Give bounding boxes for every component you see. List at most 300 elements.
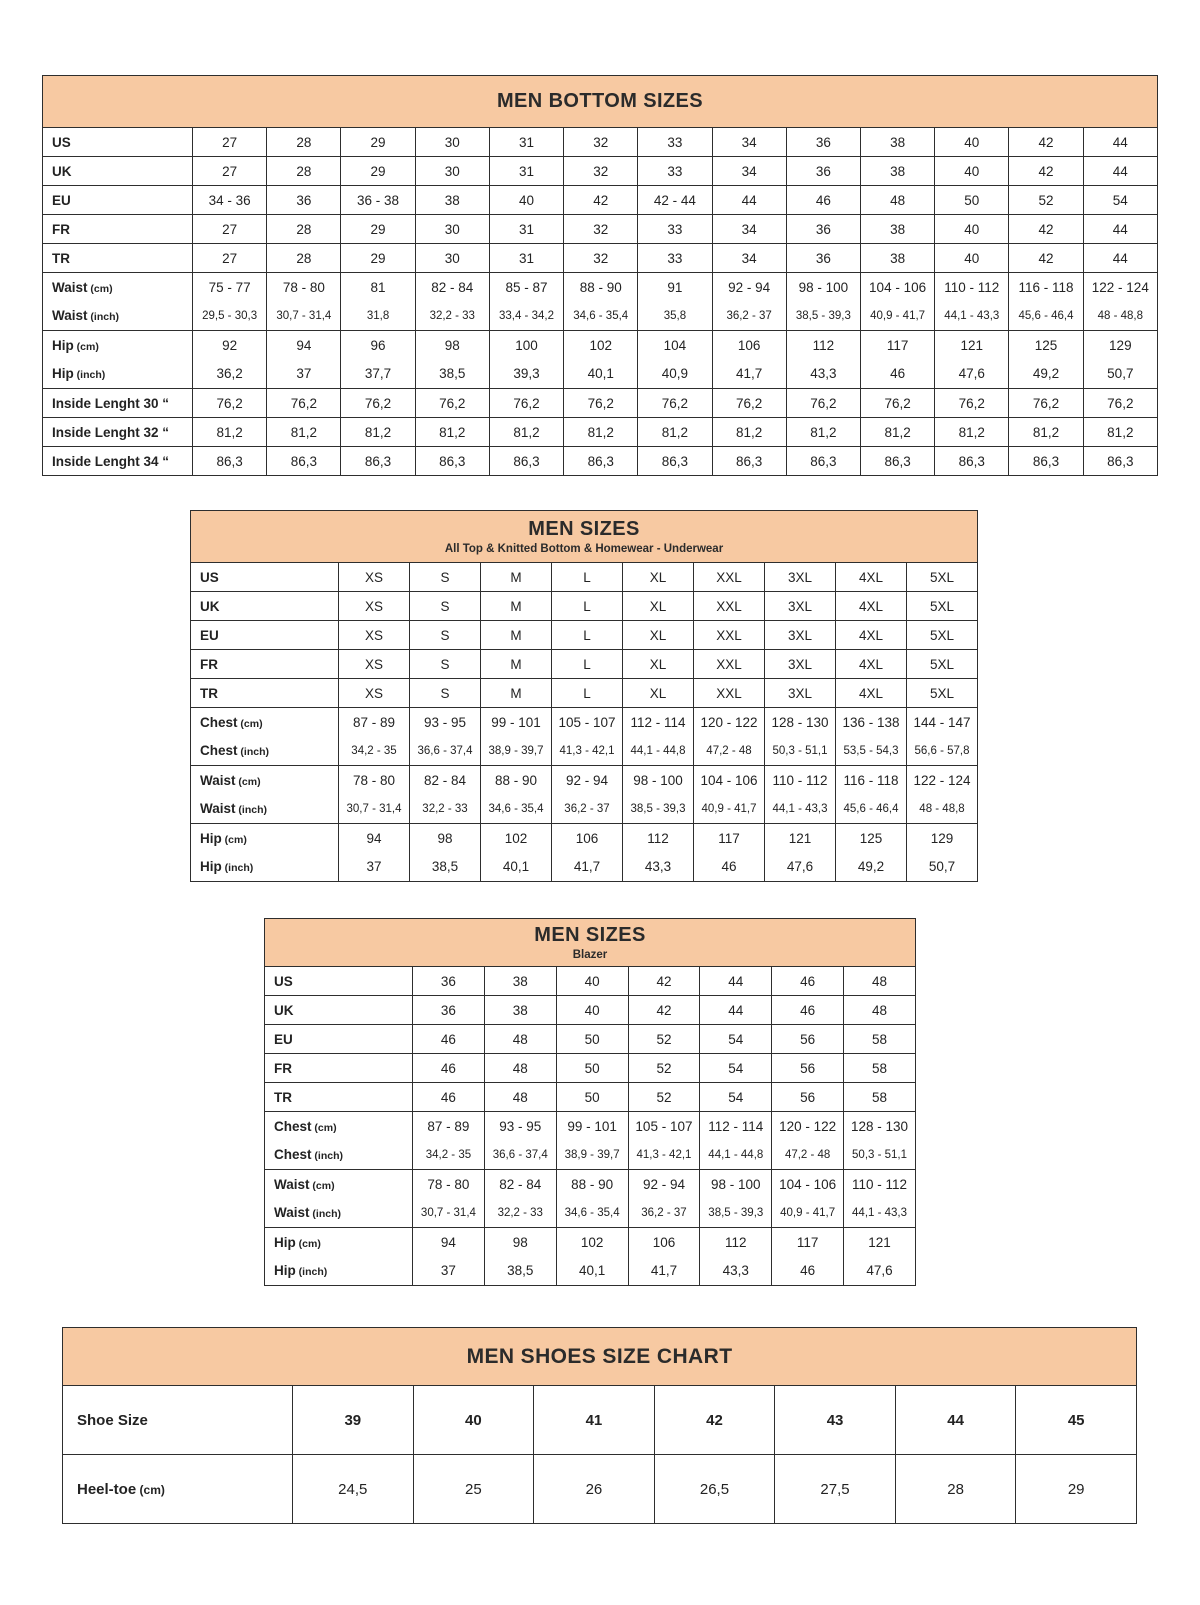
- row-label: UK: [42, 156, 192, 185]
- size-cell: 49,2: [1008, 359, 1082, 388]
- size-cell: XXL: [693, 649, 764, 678]
- size-cell: 28: [266, 127, 340, 156]
- size-cell: 121: [764, 823, 835, 852]
- row-label: US: [190, 562, 338, 591]
- size-cell: 81,2: [786, 417, 860, 446]
- size-cell: 86,3: [637, 446, 711, 475]
- size-cell: 54: [699, 1053, 771, 1082]
- size-cell: 38,5: [484, 1256, 556, 1285]
- table-row: [190, 823, 977, 852]
- size-cell: 34 - 36: [192, 185, 266, 214]
- size-cell: 48: [860, 185, 934, 214]
- table-row: [42, 214, 1157, 243]
- size-cell: 44,1 - 44,8: [622, 736, 693, 765]
- row-label: Inside Lenght 30 “: [42, 388, 192, 417]
- size-cell: M: [480, 678, 551, 707]
- size-cell: 50: [556, 1053, 628, 1082]
- size-cell: 42: [1008, 214, 1082, 243]
- size-cell: 44: [712, 185, 786, 214]
- size-cell: 91: [637, 272, 711, 301]
- size-cell: 41: [533, 1385, 654, 1454]
- table-row: [264, 966, 915, 995]
- size-cell: XS: [338, 649, 409, 678]
- size-cell: M: [480, 649, 551, 678]
- size-cell: 112 - 114: [699, 1111, 771, 1140]
- size-cell: 5XL: [906, 591, 977, 620]
- size-grid: [264, 966, 916, 1286]
- size-cell: S: [409, 591, 480, 620]
- row-label: Hip (inch): [42, 359, 192, 388]
- table-row: [190, 794, 977, 823]
- size-cell: 78 - 80: [412, 1169, 484, 1198]
- size-cell: 106: [712, 330, 786, 359]
- row-label: TR: [190, 678, 338, 707]
- table-row: [190, 852, 977, 881]
- size-cell: XS: [338, 678, 409, 707]
- size-cell: 81,2: [860, 417, 934, 446]
- size-cell: 44,1 - 44,8: [699, 1140, 771, 1169]
- size-cell: 76,2: [340, 388, 414, 417]
- size-cell: 38,5 - 39,3: [786, 301, 860, 330]
- size-cell: 5XL: [906, 562, 977, 591]
- size-cell: 98 - 100: [786, 272, 860, 301]
- size-cell: 86,3: [563, 446, 637, 475]
- size-cell: 50: [556, 1082, 628, 1111]
- size-cell: 31: [489, 156, 563, 185]
- size-cell: 36,2 - 37: [712, 301, 786, 330]
- size-cell: 128 - 130: [764, 707, 835, 736]
- men-shoes-size-table: [62, 1327, 1137, 1524]
- row-label: Hip (inch): [190, 852, 338, 881]
- size-cell: 76,2: [266, 388, 340, 417]
- table-row: [190, 678, 977, 707]
- table-row: [42, 243, 1157, 272]
- size-cell: 76,2: [1083, 388, 1157, 417]
- size-cell: 76,2: [415, 388, 489, 417]
- size-cell: 48 - 48,8: [906, 794, 977, 823]
- size-cell: 29: [340, 127, 414, 156]
- size-cell: 94: [338, 823, 409, 852]
- row-label: TR: [264, 1082, 412, 1111]
- size-cell: 32: [563, 156, 637, 185]
- size-cell: XL: [622, 591, 693, 620]
- size-cell: 33: [637, 214, 711, 243]
- size-cell: 94: [412, 1227, 484, 1256]
- size-cell: 106: [551, 823, 622, 852]
- size-cell: 35,8: [637, 301, 711, 330]
- size-cell: 81,2: [712, 417, 786, 446]
- row-label: Hip (cm): [264, 1227, 412, 1256]
- size-cell: 38: [484, 966, 556, 995]
- size-cell: 43: [774, 1385, 895, 1454]
- size-cell: 129: [1083, 330, 1157, 359]
- table-header: [62, 1327, 1137, 1385]
- size-cell: 86,3: [1008, 446, 1082, 475]
- size-cell: 56,6 - 57,8: [906, 736, 977, 765]
- size-cell: 37: [412, 1256, 484, 1285]
- size-cell: 46: [693, 852, 764, 881]
- size-cell: 25: [413, 1454, 534, 1523]
- row-label: Heel-toe (cm): [62, 1454, 292, 1523]
- size-cell: XXL: [693, 620, 764, 649]
- table-row: [42, 446, 1157, 475]
- size-cell: 3XL: [764, 591, 835, 620]
- size-cell: 47,6: [843, 1256, 915, 1285]
- size-cell: 48 - 48,8: [1083, 301, 1157, 330]
- size-cell: 40: [934, 127, 1008, 156]
- size-cell: 33,4 - 34,2: [489, 301, 563, 330]
- size-cell: XS: [338, 562, 409, 591]
- size-cell: 44,1 - 43,3: [764, 794, 835, 823]
- row-label: Inside Lenght 32 “: [42, 417, 192, 446]
- size-cell: 122 - 124: [1083, 272, 1157, 301]
- size-cell: 76,2: [934, 388, 1008, 417]
- size-cell: 105 - 107: [628, 1111, 700, 1140]
- size-cell: 30: [415, 243, 489, 272]
- size-cell: 56: [771, 1024, 843, 1053]
- size-cell: 86,3: [266, 446, 340, 475]
- size-cell: 32: [563, 214, 637, 243]
- size-cell: 120 - 122: [693, 707, 764, 736]
- size-cell: 40: [556, 966, 628, 995]
- size-cell: 27,5: [774, 1454, 895, 1523]
- table-header: [190, 510, 978, 562]
- size-cell: L: [551, 649, 622, 678]
- table-row: [264, 1082, 915, 1111]
- size-cell: 76,2: [637, 388, 711, 417]
- row-label: Waist (cm): [190, 765, 338, 794]
- size-cell: S: [409, 562, 480, 591]
- size-cell: 46: [771, 966, 843, 995]
- table-title: MEN SIZES: [528, 518, 640, 540]
- size-cell: 30,7 - 31,4: [412, 1198, 484, 1227]
- row-label: Waist (inch): [190, 794, 338, 823]
- size-cell: 105 - 107: [551, 707, 622, 736]
- size-cell: XL: [622, 649, 693, 678]
- size-cell: 40,1: [480, 852, 551, 881]
- size-cell: 102: [563, 330, 637, 359]
- size-cell: XS: [338, 591, 409, 620]
- table-title: MEN SHOES SIZE CHART: [466, 1344, 733, 1368]
- size-cell: 40,9: [637, 359, 711, 388]
- row-label: Chest (inch): [264, 1140, 412, 1169]
- size-cell: 36: [412, 995, 484, 1024]
- size-cell: 121: [843, 1227, 915, 1256]
- table-row: [264, 1053, 915, 1082]
- size-cell: 31: [489, 214, 563, 243]
- size-cell: 42: [628, 995, 700, 1024]
- table-row: [42, 156, 1157, 185]
- size-cell: 43,3: [699, 1256, 771, 1285]
- size-cell: 81: [340, 272, 414, 301]
- size-cell: 34: [712, 243, 786, 272]
- size-cell: 87 - 89: [412, 1111, 484, 1140]
- size-cell: 34,2 - 35: [338, 736, 409, 765]
- size-cell: 94: [266, 330, 340, 359]
- table-title: MEN SIZES: [534, 924, 646, 946]
- size-cell: 85 - 87: [489, 272, 563, 301]
- table-row: [190, 707, 977, 736]
- table-row: [190, 591, 977, 620]
- size-cell: 41,7: [712, 359, 786, 388]
- size-cell: 30,7 - 31,4: [266, 301, 340, 330]
- size-cell: 46: [412, 1053, 484, 1082]
- size-cell: 36,2: [192, 359, 266, 388]
- size-cell: 104 - 106: [693, 765, 764, 794]
- size-cell: 45: [1015, 1385, 1136, 1454]
- size-cell: 40,9 - 41,7: [860, 301, 934, 330]
- size-cell: 120 - 122: [771, 1111, 843, 1140]
- size-cell: 40: [489, 185, 563, 214]
- size-cell: 40: [934, 214, 1008, 243]
- row-label: Chest (cm): [190, 707, 338, 736]
- size-cell: 3XL: [764, 649, 835, 678]
- size-cell: 30: [415, 127, 489, 156]
- size-cell: 47,6: [764, 852, 835, 881]
- size-cell: 36: [786, 243, 860, 272]
- size-cell: 4XL: [835, 620, 906, 649]
- size-cell: 40,9 - 41,7: [693, 794, 764, 823]
- size-cell: 28: [266, 156, 340, 185]
- size-cell: 53,5 - 54,3: [835, 736, 906, 765]
- size-cell: 81,2: [192, 417, 266, 446]
- size-grid: [190, 562, 978, 882]
- size-cell: 81,2: [637, 417, 711, 446]
- size-cell: 129: [906, 823, 977, 852]
- size-cell: 50,7: [1083, 359, 1157, 388]
- table-row: [264, 995, 915, 1024]
- size-cell: 3XL: [764, 562, 835, 591]
- size-cell: 86,3: [192, 446, 266, 475]
- size-cell: 92 - 94: [628, 1169, 700, 1198]
- size-cell: 52: [628, 1024, 700, 1053]
- size-grid: [42, 127, 1158, 476]
- table-row: [264, 1111, 915, 1140]
- size-cell: 117: [693, 823, 764, 852]
- size-cell: 37,7: [340, 359, 414, 388]
- size-cell: 29: [1015, 1454, 1136, 1523]
- size-cell: 42: [1008, 127, 1082, 156]
- size-cell: 46: [786, 185, 860, 214]
- size-cell: 125: [835, 823, 906, 852]
- men-sizes-top-table: [190, 510, 978, 882]
- size-cell: 42: [1008, 156, 1082, 185]
- size-cell: 100: [489, 330, 563, 359]
- size-cell: 56: [771, 1053, 843, 1082]
- size-cell: 88 - 90: [563, 272, 637, 301]
- size-cell: 36: [786, 214, 860, 243]
- size-cell: 36,6 - 37,4: [409, 736, 480, 765]
- size-cell: 104 - 106: [860, 272, 934, 301]
- size-cell: 54: [1083, 185, 1157, 214]
- size-cell: 34,6 - 35,4: [556, 1198, 628, 1227]
- size-cell: 81,2: [934, 417, 1008, 446]
- size-cell: 36,2 - 37: [551, 794, 622, 823]
- size-cell: 112: [786, 330, 860, 359]
- size-cell: 78 - 80: [338, 765, 409, 794]
- table-title: MEN BOTTOM SIZES: [496, 90, 704, 112]
- row-label: EU: [42, 185, 192, 214]
- size-cell: 98: [484, 1227, 556, 1256]
- size-cell: 46: [771, 995, 843, 1024]
- size-cell: 47,2 - 48: [693, 736, 764, 765]
- size-cell: 86,3: [415, 446, 489, 475]
- size-cell: 88 - 90: [556, 1169, 628, 1198]
- size-cell: 76,2: [786, 388, 860, 417]
- table-row: [190, 736, 977, 765]
- table-row: [62, 1454, 1136, 1523]
- size-cell: 50,3 - 51,1: [764, 736, 835, 765]
- size-cell: 38: [860, 156, 934, 185]
- size-cell: 52: [628, 1082, 700, 1111]
- size-cell: 41,7: [551, 852, 622, 881]
- size-cell: 33: [637, 127, 711, 156]
- size-cell: 44: [1083, 156, 1157, 185]
- size-cell: XXL: [693, 678, 764, 707]
- row-label: Hip (cm): [42, 330, 192, 359]
- table-row: [264, 1227, 915, 1256]
- size-cell: 37: [338, 852, 409, 881]
- table-row: [42, 330, 1157, 359]
- size-cell: 40,1: [556, 1256, 628, 1285]
- table-row: [190, 765, 977, 794]
- size-cell: 48: [843, 966, 915, 995]
- size-cell: 4XL: [835, 678, 906, 707]
- size-cell: 43,3: [786, 359, 860, 388]
- size-cell: S: [409, 678, 480, 707]
- size-cell: 104: [637, 330, 711, 359]
- size-cell: 36: [786, 127, 860, 156]
- size-cell: 76,2: [489, 388, 563, 417]
- size-cell: 92 - 94: [712, 272, 786, 301]
- table-row: [190, 620, 977, 649]
- size-cell: 36,6 - 37,4: [484, 1140, 556, 1169]
- size-cell: 76,2: [563, 388, 637, 417]
- size-cell: 28: [895, 1454, 1016, 1523]
- size-cell: 136 - 138: [835, 707, 906, 736]
- size-cell: 40,9 - 41,7: [771, 1198, 843, 1227]
- size-cell: 31: [489, 127, 563, 156]
- size-cell: L: [551, 620, 622, 649]
- size-cell: 5XL: [906, 649, 977, 678]
- size-cell: 48: [484, 1024, 556, 1053]
- size-cell: 31: [489, 243, 563, 272]
- size-cell: S: [409, 620, 480, 649]
- row-label: Hip (cm): [190, 823, 338, 852]
- size-cell: 44: [895, 1385, 1016, 1454]
- size-cell: 4XL: [835, 562, 906, 591]
- size-cell: 47,6: [934, 359, 1008, 388]
- size-cell: 81,2: [415, 417, 489, 446]
- size-cell: 86,3: [340, 446, 414, 475]
- size-cell: 29,5 - 30,3: [192, 301, 266, 330]
- size-cell: 38: [860, 214, 934, 243]
- row-label: Hip (inch): [264, 1256, 412, 1285]
- size-cell: 52: [628, 1053, 700, 1082]
- size-cell: 40: [556, 995, 628, 1024]
- table-header: [42, 75, 1158, 127]
- table-row: [190, 649, 977, 678]
- row-label: Waist (cm): [264, 1169, 412, 1198]
- size-cell: 50: [556, 1024, 628, 1053]
- size-cell: 116 - 118: [835, 765, 906, 794]
- table-subtitle: All Top & Knitted Bottom & Homewear - Underwear: [444, 543, 724, 555]
- size-cell: 93 - 95: [409, 707, 480, 736]
- size-cell: L: [551, 562, 622, 591]
- size-cell: 30: [415, 214, 489, 243]
- size-cell: 78 - 80: [266, 272, 340, 301]
- size-cell: 122 - 124: [906, 765, 977, 794]
- size-cell: 102: [556, 1227, 628, 1256]
- size-cell: 41,7: [628, 1256, 700, 1285]
- size-cell: 86,3: [934, 446, 1008, 475]
- row-label: FR: [190, 649, 338, 678]
- size-cell: 82 - 84: [415, 272, 489, 301]
- size-cell: 44: [1083, 127, 1157, 156]
- size-cell: 36: [786, 156, 860, 185]
- row-label: EU: [264, 1024, 412, 1053]
- size-cell: 40,1: [563, 359, 637, 388]
- size-cell: 46: [412, 1082, 484, 1111]
- size-cell: 30: [415, 156, 489, 185]
- size-cell: 34: [712, 127, 786, 156]
- size-cell: XL: [622, 620, 693, 649]
- size-cell: 86,3: [860, 446, 934, 475]
- size-cell: 117: [860, 330, 934, 359]
- size-cell: 76,2: [712, 388, 786, 417]
- size-cell: 32: [563, 127, 637, 156]
- table-row: [42, 417, 1157, 446]
- size-cell: 86,3: [489, 446, 563, 475]
- size-cell: 32,2 - 33: [409, 794, 480, 823]
- size-cell: 98 - 100: [622, 765, 693, 794]
- size-cell: 44,1 - 43,3: [843, 1198, 915, 1227]
- size-cell: 47,2 - 48: [771, 1140, 843, 1169]
- size-cell: 81,2: [266, 417, 340, 446]
- size-cell: 50,7: [906, 852, 977, 881]
- size-cell: 5XL: [906, 620, 977, 649]
- size-cell: 54: [699, 1082, 771, 1111]
- table-row: [264, 1140, 915, 1169]
- table-row: [264, 1169, 915, 1198]
- size-cell: 34,2 - 35: [412, 1140, 484, 1169]
- table-row: [264, 1024, 915, 1053]
- men-bottom-sizes-table: [42, 75, 1158, 476]
- size-cell: 41,3 - 42,1: [628, 1140, 700, 1169]
- size-cell: 39,3: [489, 359, 563, 388]
- row-label: FR: [42, 214, 192, 243]
- size-cell: 86,3: [712, 446, 786, 475]
- size-cell: 38,5: [415, 359, 489, 388]
- row-label: UK: [264, 995, 412, 1024]
- size-cell: 112: [622, 823, 693, 852]
- size-cell: 30,7 - 31,4: [338, 794, 409, 823]
- size-cell: 29: [340, 214, 414, 243]
- size-cell: 38: [415, 185, 489, 214]
- size-cell: 33: [637, 156, 711, 185]
- size-cell: 58: [843, 1053, 915, 1082]
- row-label: Inside Lenght 34 “: [42, 446, 192, 475]
- size-cell: 102: [480, 823, 551, 852]
- size-cell: 49,2: [835, 852, 906, 881]
- size-cell: 76,2: [860, 388, 934, 417]
- size-cell: 32,2 - 33: [484, 1198, 556, 1227]
- size-cell: 50: [934, 185, 1008, 214]
- size-cell: 26,5: [654, 1454, 775, 1523]
- size-cell: 81,2: [1008, 417, 1082, 446]
- size-cell: XXL: [693, 591, 764, 620]
- table-row: [264, 1198, 915, 1227]
